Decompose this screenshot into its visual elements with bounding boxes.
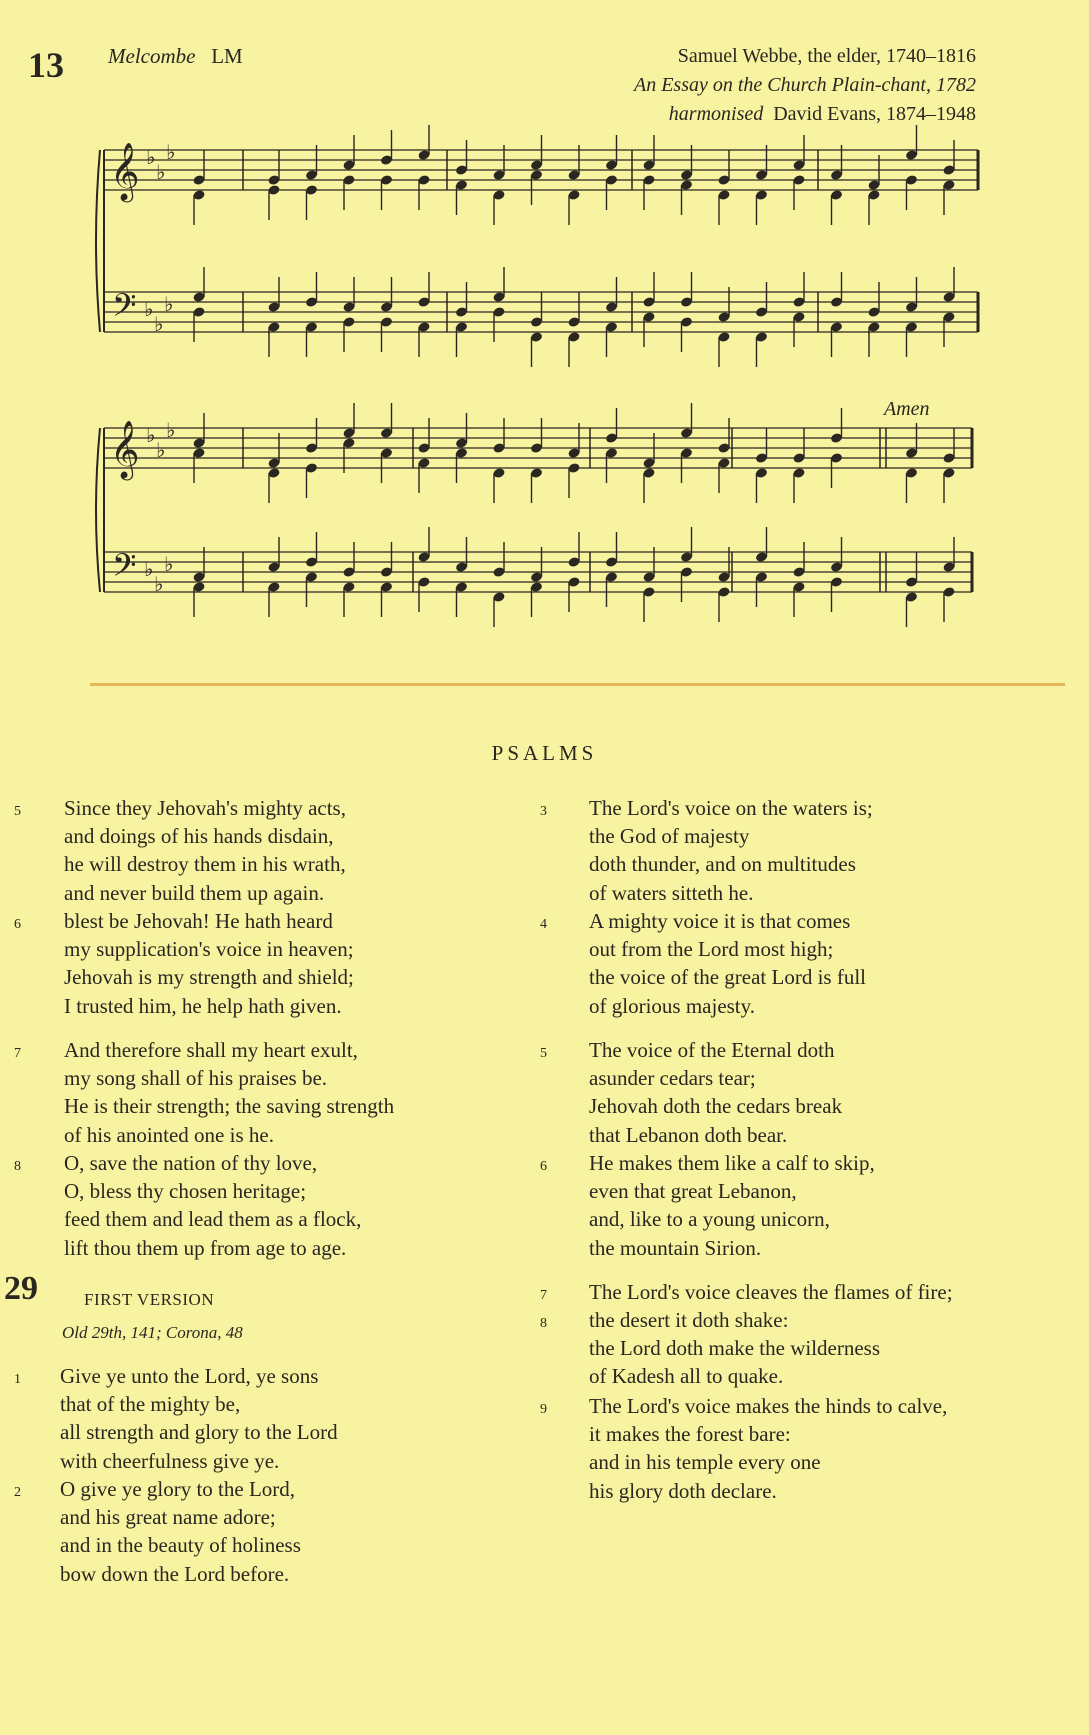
verse bbox=[540, 907, 866, 1020]
verse bbox=[540, 1036, 843, 1149]
verse bbox=[540, 1306, 881, 1391]
verse-line: and doings of his hands disdain, bbox=[64, 824, 334, 849]
hymn-number: 13 bbox=[28, 45, 64, 85]
harmonised-label: harmonised bbox=[668, 103, 764, 125]
verse-line: feed them and lead them as a flock, bbox=[64, 1207, 362, 1232]
verse-line: The Lord's voice cleaves the flames of fire; bbox=[589, 1280, 953, 1304]
verse-line: and in the beauty of holiness bbox=[60, 1533, 301, 1558]
verse-line: of glorious majesty. bbox=[589, 993, 756, 1018]
verse-line: even that great Lebanon, bbox=[589, 1179, 797, 1204]
verse-line: Jehovah is my strength and shield; bbox=[64, 965, 354, 990]
verse-line: that of the mighty be, bbox=[60, 1392, 241, 1417]
page-divider bbox=[90, 683, 1065, 686]
verse bbox=[540, 1149, 875, 1262]
verse-line: and in his temple every one bbox=[589, 1450, 821, 1475]
meter: LM bbox=[211, 44, 243, 68]
verse-number: 6 bbox=[14, 917, 21, 932]
bass-clef: 𝄢 bbox=[112, 547, 137, 591]
verse-line: O, bless thy chosen heritage; bbox=[64, 1179, 307, 1204]
flat-sign: ♭ bbox=[144, 299, 154, 321]
verse bbox=[14, 907, 354, 1020]
flat-sign: ♭ bbox=[154, 314, 164, 336]
psalm-number: 29 bbox=[4, 1270, 38, 1307]
verse-line: my song shall of his praises be. bbox=[64, 1066, 328, 1091]
verse-line: I trusted him, he help hath given. bbox=[64, 993, 342, 1018]
brace bbox=[96, 428, 100, 592]
verse-line: He makes them like a calf to skip, bbox=[589, 1151, 875, 1175]
verse-line: the desert it doth shake: bbox=[589, 1308, 789, 1332]
verse-line: and never build them up again. bbox=[64, 880, 325, 905]
bass-clef: 𝄢 bbox=[112, 287, 137, 331]
verse-number: 1 bbox=[14, 1372, 21, 1387]
section-title: PSALMS bbox=[491, 741, 598, 765]
verse bbox=[14, 1036, 395, 1149]
verse-line: Jehovah doth the cedars break bbox=[589, 1094, 843, 1119]
verse-line: The Lord's voice on the waters is; bbox=[589, 796, 873, 820]
flat-sign: ♭ bbox=[154, 574, 164, 596]
flat-sign: ♭ bbox=[146, 147, 156, 169]
verse-line: the mountain Sirion. bbox=[589, 1235, 762, 1260]
verse-line: my supplication's voice in heaven; bbox=[64, 937, 354, 962]
verse-line: out from the Lord most high; bbox=[589, 937, 834, 962]
verse-number: 3 bbox=[540, 804, 547, 819]
verse-number: 7 bbox=[14, 1046, 21, 1061]
verse bbox=[540, 1392, 948, 1505]
flat-sign: ♭ bbox=[164, 294, 174, 316]
flat-sign: ♭ bbox=[156, 162, 166, 184]
verse-number: 7 bbox=[540, 1288, 547, 1303]
verse-line: O, save the nation of thy love, bbox=[64, 1151, 318, 1175]
amen-label: Amen bbox=[884, 398, 930, 420]
verse-line: He is their strength; the saving strength bbox=[64, 1094, 395, 1119]
flat-sign: ♭ bbox=[166, 420, 176, 442]
verse-line: with cheerfulness give ye. bbox=[60, 1448, 280, 1473]
verse bbox=[14, 1362, 338, 1475]
verse-number: 8 bbox=[540, 1316, 547, 1331]
flat-sign: ♭ bbox=[156, 440, 166, 462]
verse-number: 4 bbox=[540, 917, 547, 932]
verse-line: blest be Jehovah! He hath heard bbox=[64, 909, 333, 933]
verse-line: all strength and glory to the Lord bbox=[60, 1420, 338, 1445]
verse-line: of his anointed one is he. bbox=[64, 1122, 274, 1147]
verse-line: that Lebanon doth bear. bbox=[589, 1122, 788, 1147]
verse-line: And therefore shall my heart exult, bbox=[64, 1038, 358, 1062]
verse-line: the Lord doth make the wilderness bbox=[589, 1336, 881, 1361]
brace bbox=[96, 150, 100, 332]
verse bbox=[540, 1278, 953, 1306]
verse-number: 2 bbox=[14, 1485, 21, 1500]
psalm-version: FIRST VERSION bbox=[84, 1290, 215, 1309]
verse-line: O give ye glory to the Lord, bbox=[60, 1477, 296, 1501]
verse-line: of Kadesh all to quake. bbox=[589, 1364, 784, 1389]
verse-line: of waters sitteth he. bbox=[589, 880, 754, 905]
verse-line: The Lord's voice makes the hinds to calve, bbox=[589, 1394, 948, 1418]
flat-sign: ♭ bbox=[166, 142, 176, 164]
verse-line: he will destroy them in his wrath, bbox=[64, 852, 346, 877]
verse bbox=[540, 794, 873, 907]
verse-number: 5 bbox=[14, 804, 21, 819]
verse bbox=[14, 794, 346, 907]
verse-number: 6 bbox=[540, 1159, 547, 1174]
verse-line: his glory doth declare. bbox=[589, 1478, 777, 1503]
verse-line: and his great name adore; bbox=[60, 1505, 276, 1530]
verse-line: the voice of the great Lord is full bbox=[589, 965, 866, 990]
flat-sign: ♭ bbox=[164, 554, 174, 576]
treble-clef: 𝄞 bbox=[110, 142, 140, 200]
verse-line: the God of majesty bbox=[589, 824, 750, 849]
composer: Samuel Webbe, the elder, 1740–1816 bbox=[677, 45, 976, 67]
verse-line: Give ye unto the Lord, ye sons bbox=[60, 1364, 319, 1388]
verse-number: 9 bbox=[540, 1402, 547, 1417]
verse-number: 5 bbox=[540, 1046, 547, 1061]
verse-line: A mighty voice it is that comes bbox=[589, 909, 851, 933]
music-score bbox=[0, 0, 1089, 680]
verse-line: and, like to a young unicorn, bbox=[589, 1207, 830, 1232]
verse bbox=[14, 1149, 362, 1262]
verse-line: it makes the forest bare: bbox=[589, 1422, 791, 1447]
tune-name: Melcombe bbox=[108, 44, 196, 68]
treble-clef: 𝄞 bbox=[110, 420, 140, 478]
source: An Essay on the Church Plain-chant, 1782 bbox=[634, 74, 976, 96]
verse-number: 8 bbox=[14, 1159, 21, 1174]
verse-line: The voice of the Eternal doth bbox=[589, 1038, 835, 1062]
psalm-tunes: Old 29th, 141; Corona, 48 bbox=[62, 1323, 243, 1342]
verse-line: Since they Jehovah's mighty acts, bbox=[64, 796, 346, 820]
verse bbox=[14, 1475, 301, 1588]
flat-sign: ♭ bbox=[146, 425, 156, 447]
flat-sign: ♭ bbox=[144, 559, 154, 581]
verse-line: lift thou them up from age to age. bbox=[64, 1235, 347, 1260]
harmoniser: David Evans, 1874–1948 bbox=[773, 103, 976, 125]
verse-line: asunder cedars tear; bbox=[589, 1066, 756, 1091]
verse-line: doth thunder, and on multitudes bbox=[589, 852, 856, 877]
verse-line: bow down the Lord before. bbox=[60, 1561, 290, 1586]
